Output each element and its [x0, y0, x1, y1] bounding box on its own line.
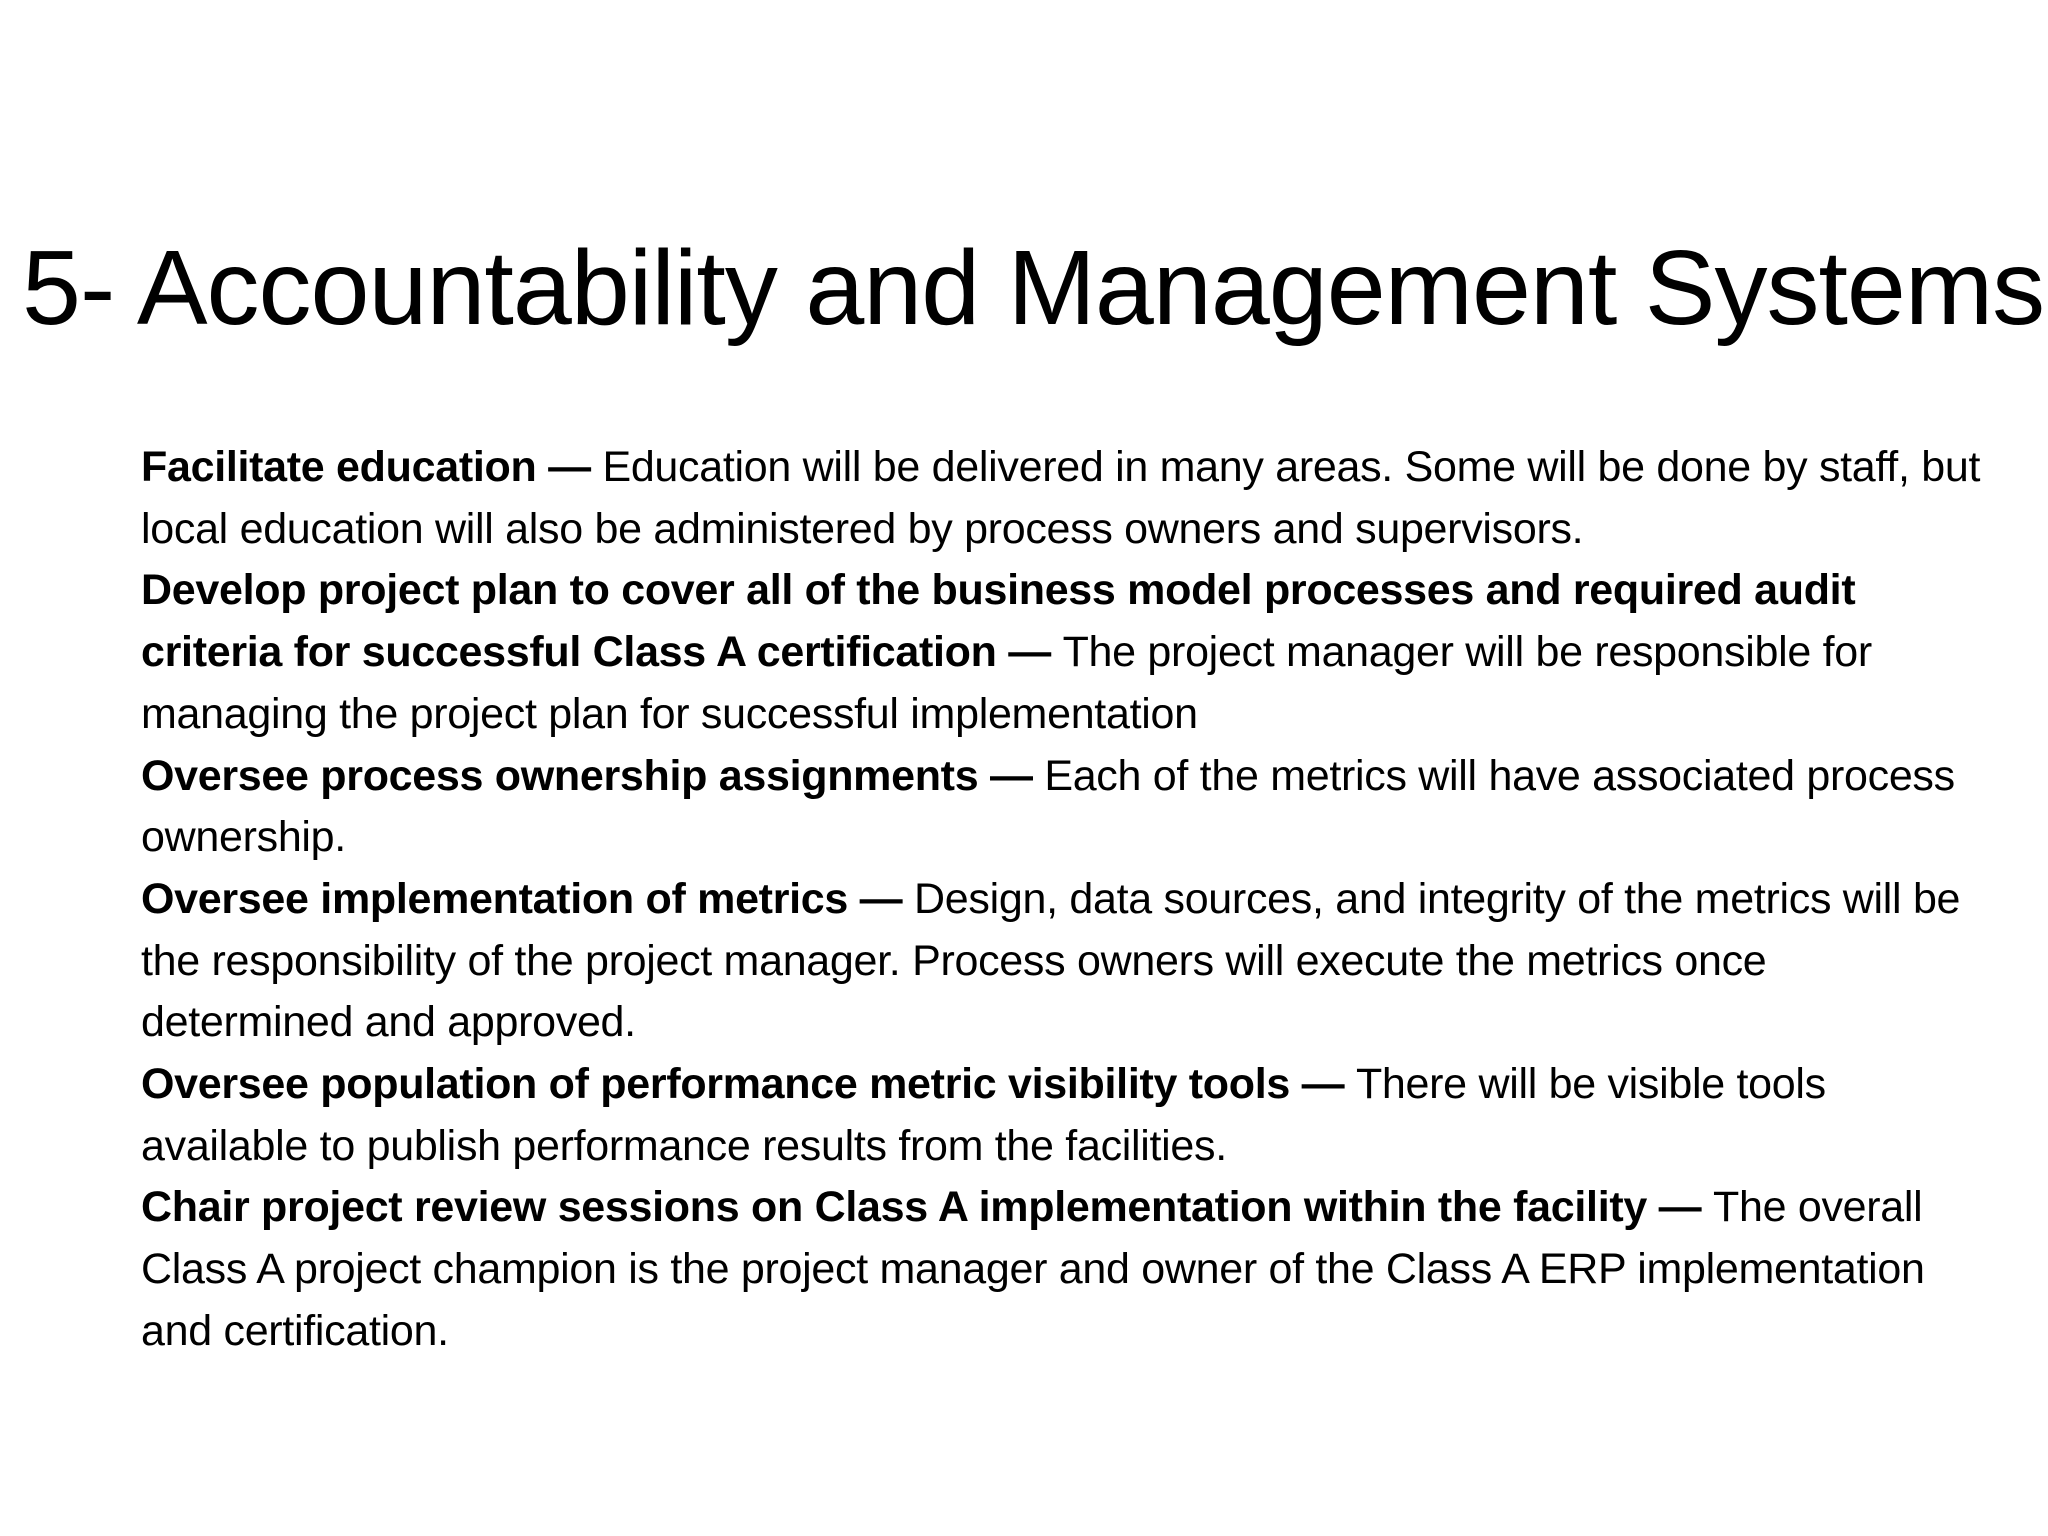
item-separator: — [978, 751, 1045, 800]
item-title: Oversee implementation of metrics [141, 874, 849, 923]
item-separator: — [848, 874, 915, 923]
item-title: Oversee population of performance metric visibility tools [141, 1060, 1290, 1109]
item-title: Develop project plan to cover all of the business model processes and required audit criteria for successful Class A certification [141, 566, 1856, 677]
item-review-sessions [141, 1177, 1981, 1362]
item-text: There will be visible tools available to publish performance results from the facilities. [141, 1060, 1826, 1170]
item-text: Design, data sources, and integrity of the metrics will be the responsibility of the project manager. Process owners will execute the metrics once determined and approved. [141, 874, 1961, 1047]
item-text: The overall Class A project champion is the project manager and owner of the Class A ERP implementation and certification. [141, 1183, 1925, 1355]
item-title: Facilitate education [141, 443, 537, 491]
item-title: Chair project review sessions on Class A implementation within the facility [141, 1183, 1647, 1232]
item-text: Each of the metrics will have associated process ownership. [141, 751, 1955, 862]
item-develop-project-plan [141, 560, 1981, 745]
slide-title: 5- Accountability and Management Systems [22, 229, 2045, 347]
item-separator: — [1289, 1060, 1356, 1109]
item-implementation-of-metrics [141, 869, 1981, 1054]
item-title: Oversee process ownership assignments [141, 751, 979, 800]
slide-body [141, 437, 1981, 1363]
item-separator: — [996, 628, 1063, 677]
item-text: Education will be delivered in many areas. Some will be done by staff, but local education will also be administered by process owners and supervisors. [141, 443, 1981, 553]
item-visibility-tools [141, 1054, 1981, 1177]
item-facilitate-education [141, 437, 1981, 560]
item-separator: — [536, 443, 603, 491]
item-text: The project manager will be responsible for managing the project plan for successful implementation [141, 628, 1872, 738]
item-process-ownership [141, 746, 1981, 869]
item-separator: — [1646, 1183, 1713, 1232]
